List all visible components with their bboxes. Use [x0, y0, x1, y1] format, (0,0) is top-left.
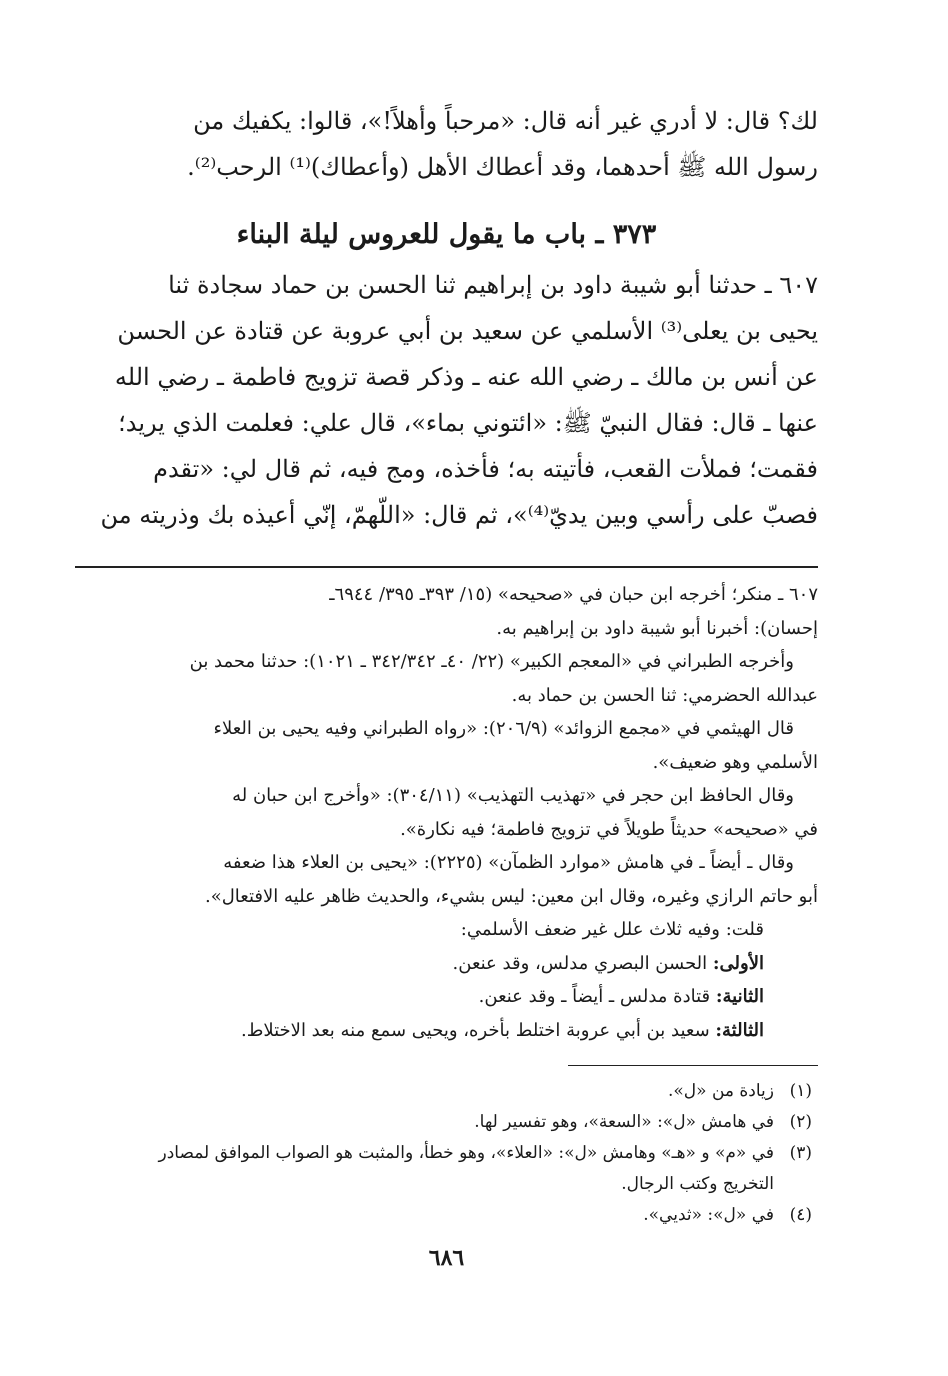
hadith-line: فصبّ على رأسي وبين يديّ⁽⁴⁾»، ثم قال: «اللّهمّ، إنّي أعيذه بك وذريته من	[100, 501, 818, 529]
hadith-line: ٦٠٧ ـ حدثنا أبو شيبة داود بن إبراهيم ثنا الحسن بن حماد سجادة ثنا	[168, 271, 818, 299]
takhrij-section	[75, 578, 818, 1047]
footnote-text: في هامش «ل»: «السعة»، وهو تفسير لها.	[474, 1112, 774, 1132]
takhrij-line: في «صحيحه» حديثاً طويلاً في تزويج فاطمة؛ فيه نكارة».	[400, 818, 818, 840]
illa-label: الثانية:	[715, 986, 764, 1007]
footnote	[75, 1138, 818, 1169]
hadith-line: عن أنس بن مالك ـ رضي الله عنه ـ وذكر قصة تزويج فاطمة ـ رضي الله	[114, 363, 818, 391]
footnote-continuation: التخريج وكتب الرجال.	[621, 1174, 774, 1194]
text-line: لك؟ قال: لا أدري غير أنه قال: «مرحباً وأهلاً!»، قالوا: يكفيك من	[193, 107, 818, 135]
takhrij-line: قلت: وفيه ثلاث علل غير ضعف الأسلمي:	[460, 919, 764, 940]
text-line: رسول الله ﷺ أحدهما، وقد أعطاك الأهل (وأعطاك)⁽¹⁾ الرحب⁽²⁾.	[187, 153, 818, 181]
hadith-line: فقمت؛ فملأت القعب، فأتيته به؛ فأخذه، ومج فيه، ثم قال لي: «تقدم	[153, 455, 818, 483]
footnote-number: (٢)	[789, 1112, 812, 1132]
footnotes	[75, 1076, 818, 1231]
illa-label: الثالثة:	[715, 1019, 764, 1041]
hadith-line: يحيى بن يعلى⁽³⁾ الأسلمي عن سعيد بن أبي عروبة عن قتادة عن الحسن	[117, 317, 818, 345]
takhrij-line: عبدالله الحضرمي: ثنا الحسن بن حماد به.	[511, 684, 818, 706]
takhrij-line: وأخرجه الطبراني في «المعجم الكبير» (٢٢/ ٤٠ـ ٣٤٢/٣٤٢ ـ ١٠٢١): حدثنا محمد بن	[189, 651, 794, 672]
hadith-line: عنها ـ قال: فقال النبيّ ﷺ: «ائتوني بماء»، قال علي: فعلمت الذي يريد؛	[118, 409, 818, 437]
main-separator	[75, 566, 818, 568]
illa-line	[75, 947, 818, 981]
footnote-text: زيادة من «ل».	[667, 1081, 774, 1101]
footnote-number: (٤)	[789, 1205, 812, 1225]
footnote-separator	[568, 1065, 818, 1066]
footnote	[75, 1107, 818, 1138]
takhrij-line: قال الهيثمي في «مجمع الزوائد» (٢٠٦/٩): «رواه الطبراني وفيه يحيى بن العلاء	[213, 718, 794, 739]
illa-line	[75, 980, 818, 1014]
takhrij-line: إحسان): أخبرنا أبو شيبة داود بن إبراهيم به.	[496, 617, 818, 639]
illa-label: الأولى:	[712, 952, 764, 974]
illa-line	[75, 1014, 818, 1048]
footnote-number: (٣)	[789, 1143, 812, 1163]
book-page	[75, 98, 818, 1271]
takhrij-line: وقال ـ أيضاً ـ في هامش «موارد الظمآن» (٢٢٢٥): «يحيى بن العلاء هذا ضعفه	[223, 852, 794, 873]
takhrij-line: وقال الحافظ ابن حجر في «تهذيب التهذيب» (٣٠٤/١١): «وأخرج ابن حبان له	[232, 785, 794, 806]
main-text	[75, 98, 818, 538]
footnote-text: في «م» و «هـ» وهامش «ل»: «العلاء»، وهو خطأ، والمثبت هو الصواب الموافق لمصادر	[158, 1143, 774, 1163]
takhrij-line: ٦٠٧ ـ منكر؛ أخرجه ابن حبان في «صحيحه» (١٥/ ٣٩٣ـ ٣٩٥/ ٦٩٤٤ـ	[329, 584, 818, 605]
footnote	[75, 1200, 818, 1231]
footnote	[75, 1076, 818, 1107]
illa-text: قتادة مدلس ـ أيضاً ـ وقد عنعن.	[478, 986, 716, 1007]
takhrij-line: أبو حاتم الرازي وغيره، وقال ابن معين: ليس بشيء، والحديث ظاهر عليه الافتعال».	[204, 885, 818, 907]
footnote-text: في «ل»: «ثديي».	[643, 1205, 774, 1225]
illa-text: الحسن البصري مدلس، وقد عنعن.	[452, 952, 713, 974]
takhrij-line: الأسلمي وهو ضعيف».	[652, 751, 818, 773]
chapter-heading: ٣٧٣ ـ باب ما يقول للعروس ليلة البناء	[236, 219, 657, 250]
page-number: ٦٨٦	[428, 1245, 465, 1271]
illa-text: سعيد بن أبي عروبة اختلط بأخره، ويحيى سمع منه بعد الاختلاط.	[241, 1019, 716, 1041]
footnote-number: (١)	[789, 1081, 812, 1101]
